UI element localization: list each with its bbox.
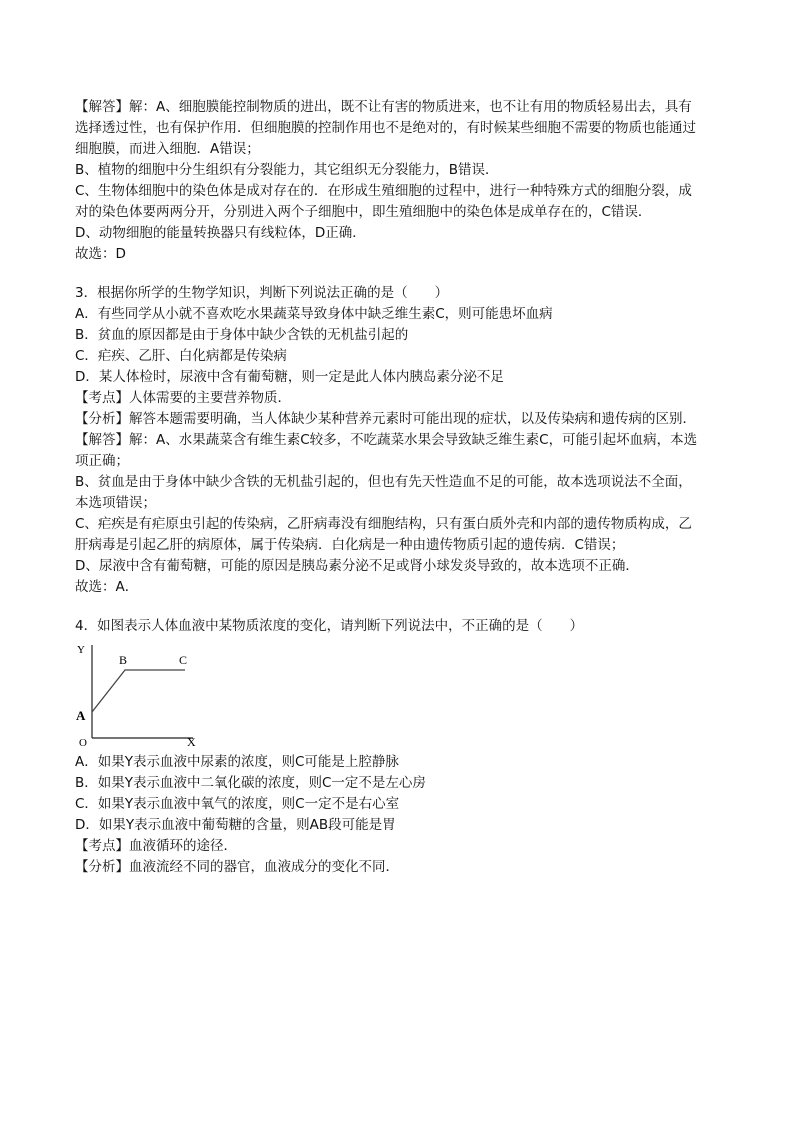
question-3 xyxy=(75,283,725,598)
point-b-label: B xyxy=(119,653,128,667)
option-a: A．有些同学从小就不喜欢吃水果蔬菜导致身体中缺乏维生素C，则可能患坏血病 xyxy=(75,306,553,322)
analysis: 【分析】解答本题需要明确，当人体缺少某种营养元素时可能出现的症状，以及传染病和遗传病的区别． xyxy=(75,411,696,427)
question-stem: 4．如图表示人体血液中某物质浓度的变化，请判断下列说法中，不正确的是（ ） xyxy=(75,618,584,634)
origin-label: O xyxy=(79,737,87,748)
text-line: 对的染色体要两两分开，分别进入两个子细胞中，即生殖细胞中的染色体是成单存在的，C错误． xyxy=(75,204,652,220)
key-point: 【考点】血液循环的途径． xyxy=(75,838,237,854)
text-line: B、植物的细胞中分生组织有分裂能力，其它组织无分裂能力，B错误． xyxy=(75,162,499,178)
question-stem: 3．根据你所学的生物学知识，判断下列说法正确的是（ ） xyxy=(75,285,449,301)
y-axis-label: Y xyxy=(77,644,85,656)
question-4 xyxy=(75,616,725,878)
text-line: 肝病毒是引起乙肝的病原体，属于传染病．白化病是一种由遗传物质引起的遗传病．C错误； xyxy=(75,537,625,553)
point-a-label: A xyxy=(76,708,86,723)
document-page xyxy=(75,97,725,878)
analysis: 【分析】血液流经不同的器官，血液成分的变化不同． xyxy=(75,859,399,875)
key-point: 【考点】人体需要的主要营养物质． xyxy=(75,390,291,406)
text-line: C、疟疾是有疟原虫引起的传染病，乙肝病毒没有细胞结构，只有蛋白质外壳和内部的遗传物质构成，乙 xyxy=(75,516,692,532)
option-d: D．如果Y表示血液中葡萄糖的含量，则AB段可能是胃 xyxy=(75,817,396,833)
text-line: D、尿液中含有葡萄糖，可能的原因是胰岛素分泌不足或肾小球发炎导致的，故本选项不正确． xyxy=(75,558,639,574)
option-a: A．如果Y表示血液中尿素的浓度，则C可能是上腔静脉 xyxy=(75,754,399,770)
option-b: B．如果Y表示血液中二氧化碳的浓度，则C一定不是左心房 xyxy=(75,775,426,791)
text-line: 【解答】解：A、细胞膜能控制物质的进出，既不让有害的物质进来，也不让有用的物质轻易出去，具有 xyxy=(75,99,692,115)
text-line: 本选项错误； xyxy=(75,495,156,511)
text-line: 选择透过性，也有保护作用．但细胞膜的控制作用也不是绝对的，有时候某些细胞不需要的物质也能通过 xyxy=(75,120,696,136)
text-line: B、贫血是由于身体中缺少含铁的无机盐引起的，但也有先天性造血不足的可能，故本选项说法不全面， xyxy=(75,474,692,490)
option-c: C．疟疾、乙肝、白化病都是传染病 xyxy=(75,348,287,364)
line-graph xyxy=(75,640,225,748)
text-line: 故选：A． xyxy=(75,579,139,595)
concentration-figure xyxy=(75,640,225,748)
answer-block-q2 xyxy=(75,97,725,265)
point-c-label: C xyxy=(179,653,188,667)
text-line: 细胞膜，而进入细胞．A错误； xyxy=(75,141,260,157)
option-d: D．某人体检时，尿液中含有葡萄糖，则一定是此人体内胰岛素分泌不足 xyxy=(75,369,504,385)
text-line: 故选：D xyxy=(75,246,126,262)
option-c: C．如果Y表示血液中氧气的浓度，则C一定不是右心室 xyxy=(75,796,400,812)
option-b: B．贫血的原因都是由于身体中缺少含铁的无机盐引起的 xyxy=(75,327,409,343)
text-line: C、生物体细胞中的染色体是成对存在的．在形成生殖细胞的过程中，进行一种特殊方式的细胞分裂，成 xyxy=(75,183,692,199)
text-line: 【解答】解：A、水果蔬菜含有维生素C较多，不吃蔬菜水果会导致缺乏维生素C，可能引起坏血病，本选 xyxy=(75,432,698,448)
curve-abc xyxy=(92,670,185,712)
x-axis-label: X xyxy=(187,735,196,748)
text-line: D、动物细胞的能量转换器只有线粒体，D正确． xyxy=(75,225,366,241)
text-line: 项正确； xyxy=(75,453,129,469)
